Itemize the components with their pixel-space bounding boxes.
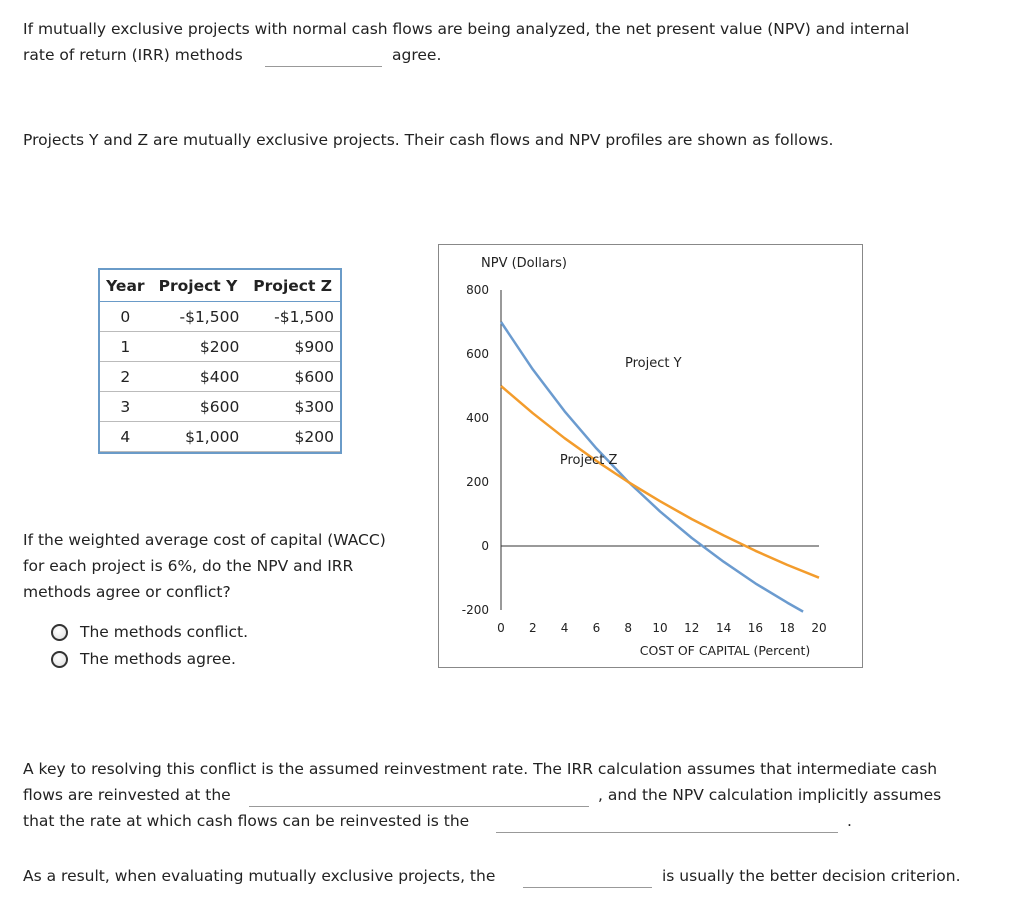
table-cell-y: $200 [151, 332, 246, 362]
table-header-year: Year [100, 270, 151, 302]
table-cell-z: $300 [245, 392, 340, 422]
question4-pre: As a result, when evaluating mutually exclusive projects, the [23, 867, 496, 885]
question2-line3: methods agree or conflict? [23, 583, 231, 601]
table-cell-year: 4 [100, 422, 151, 452]
question3-line2-post: , and the NPV calculation implicitly assumes [598, 786, 942, 804]
x-tick-label: 10 [652, 621, 668, 635]
table-cell-year: 0 [100, 302, 151, 332]
table-cell-z: $900 [245, 332, 340, 362]
question4-post: is usually the better decision criterion. [662, 867, 961, 885]
x-axis-label: COST OF CAPITAL (Percent) [639, 643, 811, 658]
question1-line2-post: agree. [392, 46, 442, 64]
table-cell-z: $200 [245, 422, 340, 452]
radio-option-agree[interactable] [51, 650, 236, 668]
table-header-project-z: Project Z [245, 270, 340, 302]
question1-line2-pre: rate of return (IRR) methods [23, 46, 243, 64]
reinvestment-npv-blank[interactable] [496, 832, 838, 833]
table-row [100, 362, 340, 392]
series-annotation: Project Z [559, 452, 618, 468]
y-tick-label: 800 [466, 283, 489, 297]
x-tick-label: 4 [560, 621, 569, 635]
question1-line1: If mutually exclusive projects with normal cash flows are being analyzed, the net present value (NPV) and internal [23, 20, 910, 38]
table-cell-y: -$1,500 [151, 302, 246, 332]
table-header-project-y: Project Y [151, 270, 246, 302]
question2-line2: for each project is 6%, do the NPV and IRR [23, 557, 354, 575]
x-tick-label: 18 [779, 621, 795, 635]
x-tick-label: 2 [528, 621, 537, 635]
table-cell-year: 3 [100, 392, 151, 422]
radio-label: The methods conflict. [80, 623, 249, 641]
x-tick-label: 12 [684, 621, 700, 635]
table-row [100, 332, 340, 362]
question3-line3-post: . [847, 812, 852, 830]
table-cell-y: $400 [151, 362, 246, 392]
question2-line1: If the weighted average cost of capital (WACC) [23, 531, 386, 549]
question3-line2-pre: flows are reinvested at the [23, 786, 231, 804]
table-row [100, 392, 340, 422]
x-tick-label: 8 [624, 621, 633, 635]
x-tick-label: 6 [592, 621, 601, 635]
cash-flow-table [98, 268, 342, 454]
radio-option-conflict[interactable] [51, 623, 248, 641]
table-row [100, 422, 340, 452]
table-cell-y: $600 [151, 392, 246, 422]
y-tick-label: 200 [466, 475, 489, 489]
series-annotation: Project Y [625, 355, 682, 371]
x-tick-label: 0 [497, 621, 505, 635]
radio-button[interactable] [51, 651, 68, 668]
reinvestment-irr-blank[interactable] [249, 806, 589, 807]
x-tick-label: 16 [747, 621, 764, 635]
table-cell-y: $1,000 [151, 422, 246, 452]
y-tick-label: -200 [461, 603, 489, 617]
y-tick-label: 400 [466, 411, 489, 425]
table-cell-z: -$1,500 [245, 302, 340, 332]
intro-text: Projects Y and Z are mutually exclusive projects. Their cash flows and NPV profiles are shown as follows. [23, 131, 834, 149]
y-tick-label: 0 [481, 539, 489, 553]
x-tick-label: 14 [715, 621, 732, 635]
chart-title: NPV (Dollars) [481, 256, 568, 271]
decision-criterion-blank[interactable] [523, 887, 652, 888]
npv-chart-svg [439, 245, 862, 667]
question3-line3-pre: that the rate at which cash flows can be reinvested is the [23, 812, 470, 830]
radio-label: The methods agree. [80, 650, 236, 668]
table-cell-year: 1 [100, 332, 151, 362]
table-cell-z: $600 [245, 362, 340, 392]
x-tick-label: 20 [811, 621, 827, 635]
question3-line1: A key to resolving this conflict is the assumed reinvestment rate. The IRR calculation assumes that intermediate cash [23, 760, 938, 778]
npv-profile-chart [438, 244, 863, 668]
question1-answer-blank[interactable] [265, 66, 382, 67]
series-line-project-z [501, 386, 819, 578]
table-row [100, 302, 340, 332]
radio-button[interactable] [51, 624, 68, 641]
table-cell-year: 2 [100, 362, 151, 392]
y-tick-label: 600 [466, 347, 489, 361]
